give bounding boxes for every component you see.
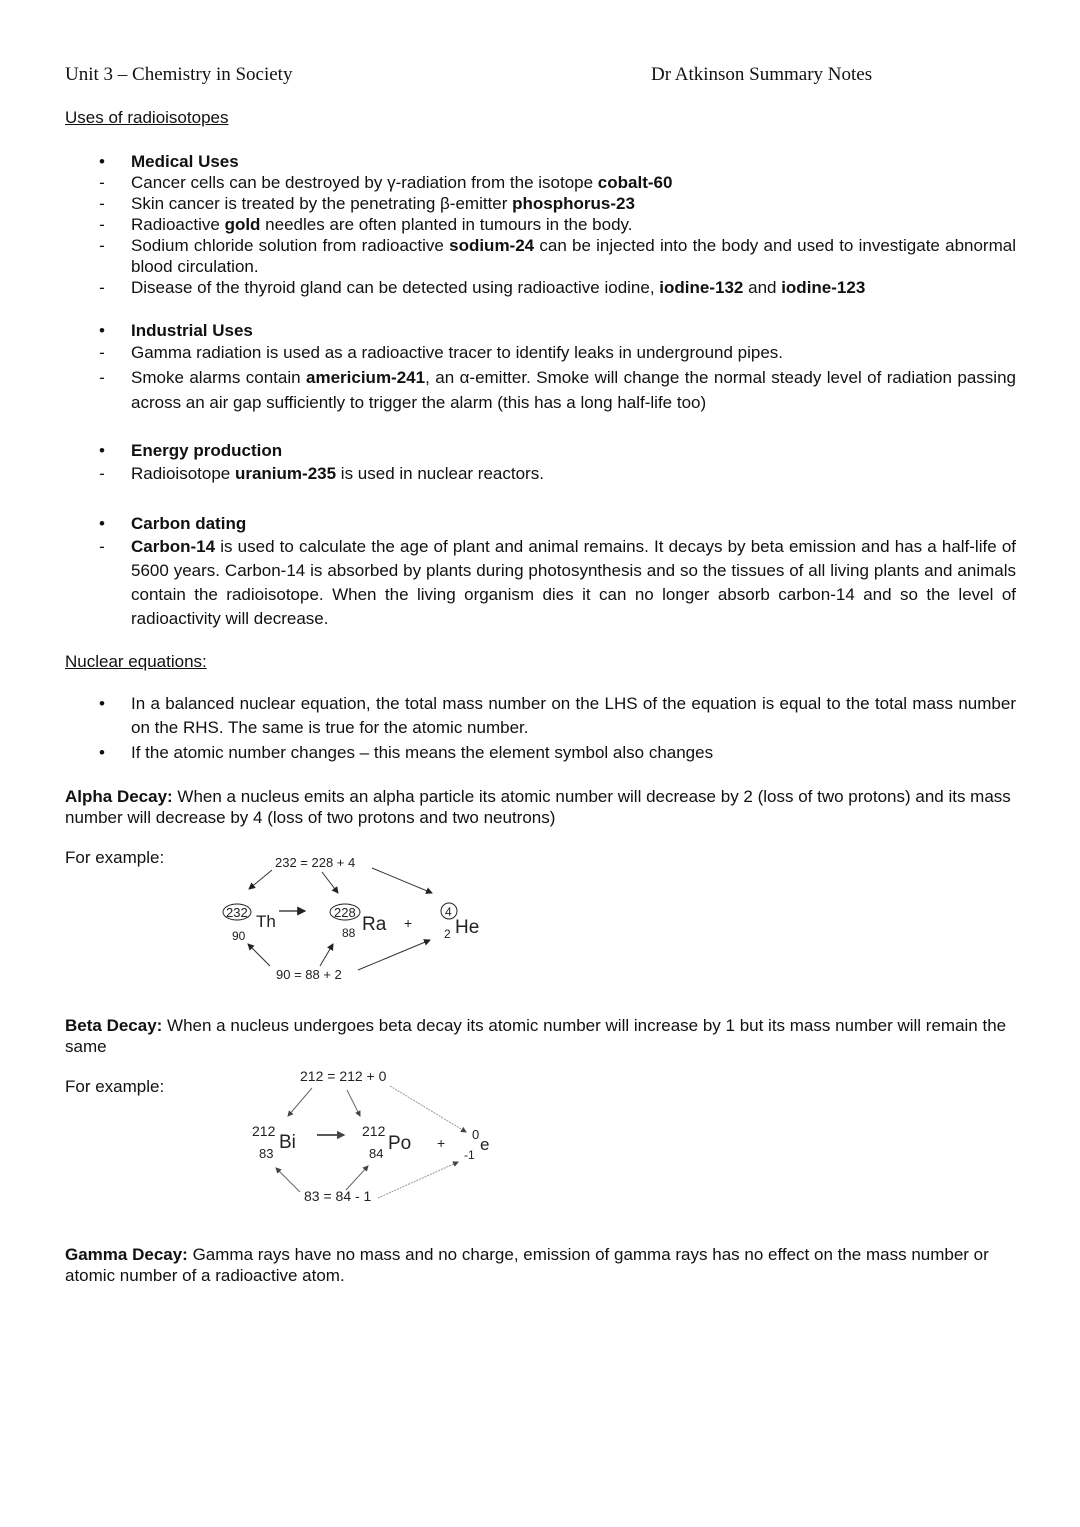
bullet-glyph: • — [99, 152, 105, 171]
list-item: - Disease of the thyroid gland can be detected using radioactive iodine, iodine-132 and iodine-123 — [0, 277, 1080, 298]
dash-glyph: - — [99, 368, 105, 387]
alpha-n3-mass: 4 — [445, 905, 452, 919]
list-item: - Gamma radiation is used as a radioactive tracer to identify leaks in underground pipes. — [0, 341, 1080, 365]
alpha-n2-mass: 228 — [334, 905, 356, 920]
beta-bottom-equation: 83 = 84 - 1 — [304, 1188, 372, 1204]
beta-paragraph: Beta Decay: When a nucleus undergoes beta decay its atomic number will increase by 1 but its mass number will remain the same — [65, 1016, 1007, 1056]
beta-n3-symbol: e — [480, 1135, 490, 1154]
alpha-n3-atomic: 2 — [444, 927, 451, 941]
list-item: - Cancer cells can be destroyed by γ-radiation from the isotope cobalt-60 — [0, 172, 1080, 193]
alpha-n1-atomic: 90 — [232, 929, 246, 943]
dash-glyph: - — [99, 173, 105, 192]
beta-n1-mass: 212 — [252, 1123, 276, 1139]
list-item: - Smoke alarms contain americium-241, an α-emitter. Smoke will change the normal steady level of radiation passing across an air gap sufficiently to trigger the alarm (this has a long half-life too) — [0, 365, 1080, 415]
gamma-paragraph: Gamma Decay: Gamma rays have no mass and no charge, emission of gamma rays has no effect on the mass number or atomic number of a radioactive atom. — [65, 1245, 989, 1285]
beta-n2-symbol: Po — [388, 1133, 412, 1154]
dash-glyph: - — [99, 278, 105, 297]
beta-n1-atomic: 83 — [259, 1146, 274, 1161]
list-item: • In a balanced nuclear equation, the total mass number on the LHS of the equation is equal to the total mass number on the RHS. The same is true for the atomic number. — [0, 692, 1080, 740]
bullet-glyph: • — [99, 694, 105, 713]
beta-n1-symbol: Bi — [279, 1132, 296, 1153]
beta-plus: + — [437, 1135, 446, 1151]
dash-glyph: - — [99, 464, 105, 483]
header-left: Unit 3 – Chemistry in Society — [65, 64, 293, 85]
bullet-glyph: • — [99, 441, 105, 460]
beta-n3-mass: 0 — [472, 1127, 480, 1142]
alpha-example-label: For example: — [65, 848, 165, 867]
bullet-glyph: • — [99, 743, 105, 762]
list-item: - Carbon-14 is used to calculate the age of plant and animal remains. It decays by beta emission and has a half-life of 5600 years. Carbon-14 is absorbed by plants during photosynthesis and so the tissues of all living plants and animals contain the radioisotope. When the living organism dies it can no longer absorb carbon-14 and so the level of radioactivity will decrease. — [0, 535, 1080, 631]
alpha-n3-symbol: He — [455, 917, 480, 938]
beta-n2-mass: 212 — [362, 1123, 386, 1139]
dash-glyph: - — [99, 194, 105, 213]
beta-mass-arrow-3 — [390, 1086, 466, 1132]
nuclear-heading: Nuclear equations: — [65, 652, 207, 671]
alpha-n1-mass: 232 — [226, 905, 248, 920]
beta-n3-atomic: -1 — [464, 1148, 475, 1162]
list-item: - Radioactive gold needles are often planted in tumours in the body. — [0, 214, 1080, 235]
beta-mass-arrow-2 — [347, 1090, 360, 1116]
carbon-title: Carbon dating — [131, 514, 247, 533]
dash-glyph: - — [99, 215, 105, 234]
alpha-paragraph: Alpha Decay: When a nucleus emits an alpha particle its atomic number will decrease by 2 (loss of two protons) and its mass number will decrease by 4 (loss of two protons and two neutrons) — [65, 787, 1011, 827]
alpha-n2-symbol: Ra — [362, 914, 387, 935]
beta-n2-atomic: 84 — [369, 1146, 384, 1161]
beta-atomic-arrow-3 — [378, 1162, 458, 1198]
dash-glyph: - — [99, 537, 105, 556]
alpha-bottom-equation: 90 = 88 + 2 — [276, 967, 342, 982]
bullet-glyph: • — [99, 514, 105, 533]
uses-heading: Uses of radioisotopes — [65, 108, 229, 127]
alpha-top-equation: 232 = 228 + 4 — [275, 855, 356, 870]
alpha-n1-symbol: Th — [256, 912, 276, 931]
energy-title: Energy production — [131, 441, 283, 460]
list-item: • If the atomic number changes – this means the element symbol also changes — [0, 740, 1080, 765]
alpha-n2-atomic: 88 — [342, 926, 356, 940]
dash-glyph: - — [99, 343, 105, 362]
beta-atomic-arrow-2 — [346, 1166, 368, 1190]
list-item: - Sodium chloride solution from radioactive sodium-24 can be injected into the body and used to investigate abnormal blood circulation. — [0, 235, 1080, 277]
medical-title: Medical Uses — [131, 152, 239, 171]
beta-example-label: For example: — [65, 1077, 165, 1096]
beta-mass-arrow-1 — [288, 1088, 312, 1116]
bullet-glyph: • — [99, 321, 105, 340]
beta-atomic-arrow-1 — [276, 1168, 300, 1192]
list-item: - Skin cancer is treated by the penetrating β-emitter phosphorus-23 — [0, 193, 1080, 214]
header-right: Dr Atkinson Summary Notes — [651, 64, 873, 85]
dash-glyph: - — [99, 236, 105, 255]
beta-top-equation: 212 = 212 + 0 — [300, 1068, 387, 1084]
alpha-plus: + — [404, 915, 413, 931]
industrial-title: Industrial Uses — [131, 321, 253, 340]
list-item: - Radioisotope uranium-235 is used in nuclear reactors. — [0, 462, 1080, 485]
